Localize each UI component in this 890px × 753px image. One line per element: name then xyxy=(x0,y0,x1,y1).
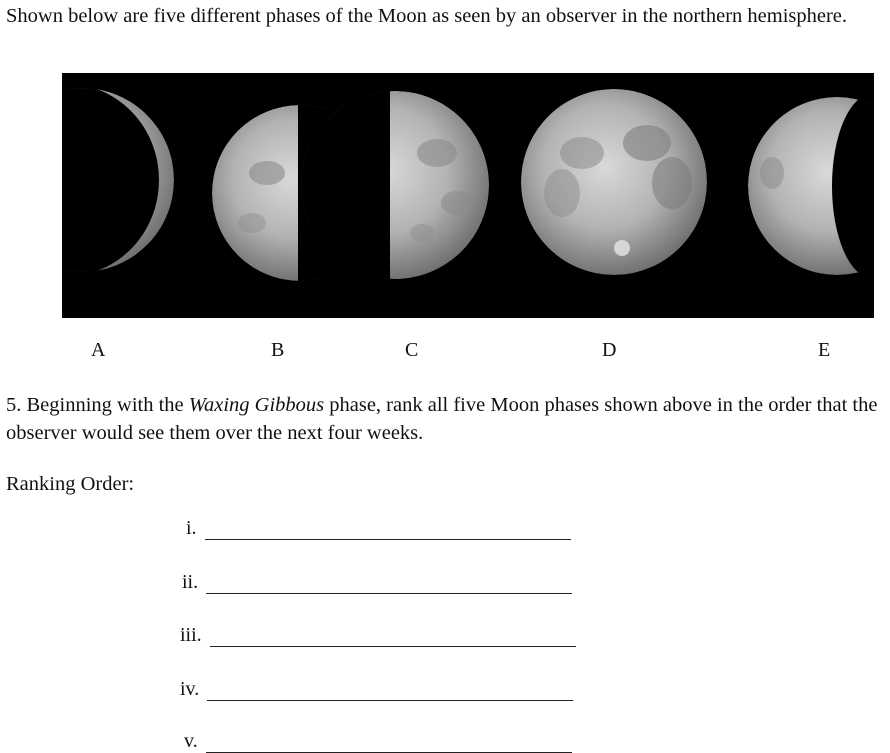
answer-blank-1[interactable] xyxy=(205,521,571,540)
answer-blank-5[interactable] xyxy=(206,734,572,753)
ranking-row-4[interactable] xyxy=(180,677,573,701)
ranking-numeral: ii. xyxy=(182,571,199,593)
moon-label-a: A xyxy=(91,339,106,361)
question-suffix: phase, rank all five Moon phases shown above in the order that the observer would see them over the next four weeks. xyxy=(6,394,878,444)
ranking-row-5[interactable] xyxy=(184,729,572,753)
question-number: 5. xyxy=(6,394,22,416)
ranking-numeral: v. xyxy=(184,730,198,752)
moon-phases-illustration xyxy=(62,73,874,318)
question-5 xyxy=(6,391,890,447)
moon-label-b: B xyxy=(271,339,285,361)
ranking-numeral: i. xyxy=(186,517,197,539)
ranking-numeral: iv. xyxy=(180,678,200,700)
ranking-label: Ranking Order: xyxy=(6,473,135,495)
answer-blank-3[interactable] xyxy=(210,628,576,647)
ranking-row-1[interactable] xyxy=(186,516,571,540)
ranking-numeral: iii. xyxy=(180,624,202,646)
moon-label-d: D xyxy=(602,339,617,361)
ranking-row-3[interactable] xyxy=(180,623,576,647)
intro-text: Shown below are five different phases of the Moon as seen by an observer in the northern hemisphere. xyxy=(6,5,848,27)
ranking-row-2[interactable] xyxy=(182,570,572,594)
answer-blank-2[interactable] xyxy=(206,575,572,594)
moon-label-e: E xyxy=(818,339,831,361)
moon-phase-a xyxy=(62,84,174,276)
moon-phase-d xyxy=(521,89,707,275)
question-prefix: Beginning with the xyxy=(26,394,184,416)
question-emphasis: Waxing Gibbous xyxy=(188,394,325,416)
moon-phase-e xyxy=(748,94,874,278)
moon-label-c: C xyxy=(405,339,419,361)
moon-phases-image xyxy=(62,73,874,318)
answer-blank-4[interactable] xyxy=(207,682,573,701)
